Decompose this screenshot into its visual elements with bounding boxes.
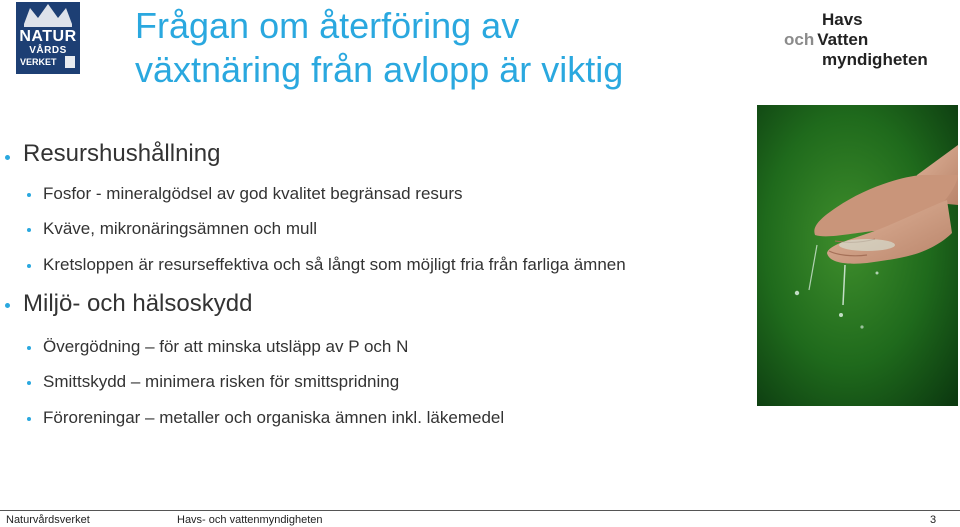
- naturvardsverket-logo: [16, 2, 80, 74]
- logo-text-line1: NATUR: [19, 28, 77, 45]
- title-line-1: Frågan om återföring av: [135, 5, 520, 46]
- hands-holding-water-photo: [757, 105, 958, 406]
- bullet-icon: [27, 264, 31, 268]
- section-heading: Resurshushållning: [23, 140, 221, 167]
- bullet-icon: [27, 417, 31, 421]
- footer-left-text: Naturvårdsverket: [6, 514, 90, 526]
- bullet-icon: [27, 228, 31, 232]
- bullet-icon: [5, 155, 10, 160]
- list-item: Kväve, mikronäringsämnen och mull: [43, 219, 318, 238]
- crest-icon: [65, 56, 75, 68]
- logo-hav-line3: myndigheten: [822, 50, 928, 69]
- crown-icon: [16, 2, 80, 30]
- logo-text-line2: VÅRDS: [29, 45, 67, 56]
- havs-och-vattenmyndigheten-logo: [784, 10, 944, 72]
- bullet-icon: [27, 193, 31, 197]
- list-item: Fosfor - mineralgödsel av god kvalitet begränsad resurs: [43, 184, 463, 203]
- logo-hav-och: och: [784, 30, 815, 49]
- slide-title: [135, 4, 775, 92]
- bullet-icon: [5, 303, 10, 308]
- footer-divider: [0, 510, 960, 511]
- footer-middle-text: Havs- och vattenmyndigheten: [177, 514, 323, 526]
- logo-hav-vatten: Vatten: [817, 30, 869, 49]
- title-line-2: växtnäring från avlopp är viktig: [135, 49, 624, 90]
- logo-hav-line1: Havs: [822, 10, 863, 29]
- list-item: Övergödning – för att minska utsläpp av P och N: [43, 337, 409, 356]
- list-item: Smittskydd – minimera risken för smittspridning: [43, 372, 400, 391]
- bullet-icon: [27, 346, 31, 350]
- page-number: 3: [930, 514, 937, 526]
- logo-hav-line2: [784, 30, 868, 49]
- section-heading: Miljö- och hälsoskydd: [23, 290, 253, 317]
- bullet-icon: [27, 381, 31, 385]
- list-item: Föroreningar – metaller och organiska ämnen inkl. läkemedel: [43, 408, 505, 427]
- logo-text-line3: VERKET: [20, 57, 57, 67]
- list-item: Kretsloppen är resurseffektiva och så långt som möjligt fria från farliga ämnen: [43, 255, 626, 274]
